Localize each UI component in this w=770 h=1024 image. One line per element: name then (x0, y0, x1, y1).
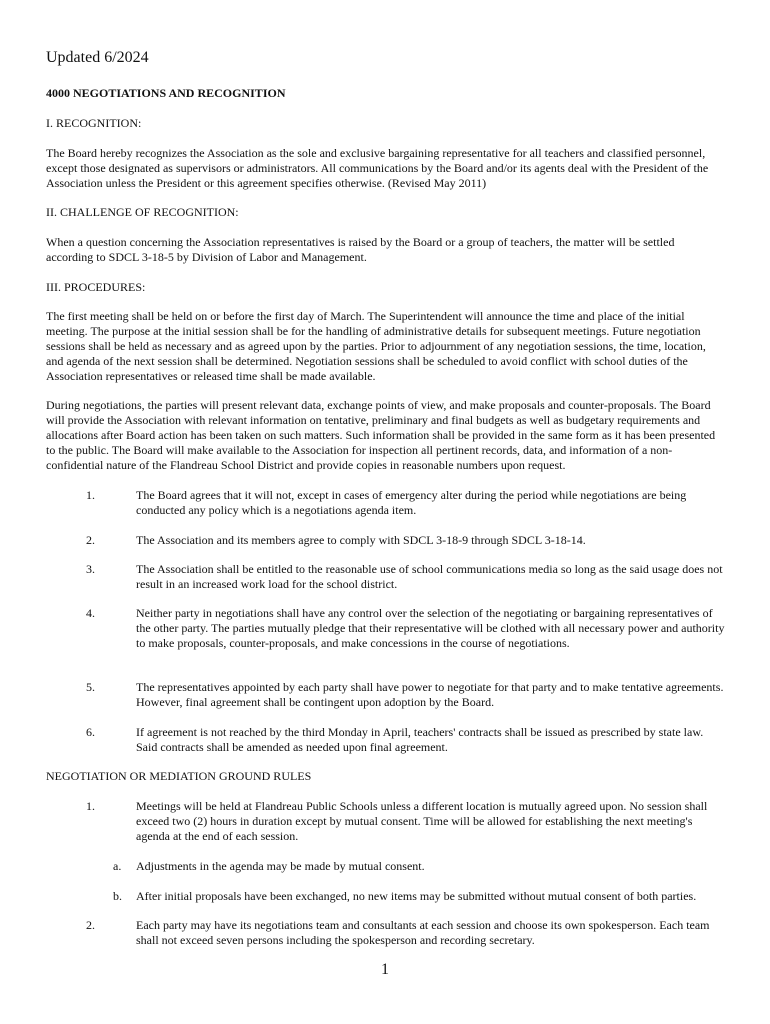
procedures-paragraph-2: During negotiations, the parties will present relevant data, exchange points of view, and make proposals and counter-proposals. The Board will provide the Association with relevant information on tentative, preliminary and final budgets as well as budgetary requirements and allocations after Board action has been taken on such matters. Such information shall be provided in the same form as it has been presented to the public. The Board will make available to the Association for inspection all pertinent records, data, and information of a non-confidential nature of the Flandreau School District and provide copies in reasonable numbers upon request. (46, 398, 716, 472)
list-item-text: The Association and its members agree to comply with SDCL 3-18-9 through SDCL 3-18-14. (136, 533, 586, 547)
list-item-number: 2. (86, 918, 95, 932)
section-heading-ground-rules: NEGOTIATION OR MEDIATION GROUND RULES (46, 769, 312, 783)
list-item-text: Neither party in negotiations shall have any control over the selection of the negotiating or bargaining representatives of the other party. The parties mutually pledge that their representative will be clothed with all necessary power and authority to make proposals, counter-proposals, and make concessions in the course of negotiations. (136, 606, 725, 650)
list-item-text: Each party may have its negotiations team and consultants at each session and choose its own spokesperson. Each team shall not exceed seven persons including the spokesperson and recording secretary. (136, 918, 710, 947)
list-item-number: 6. (86, 725, 95, 739)
page-number: 1 (381, 961, 389, 978)
list-item-number: 4. (86, 606, 95, 620)
list-item-text: The Board agrees that it will not, except in cases of emergency alter during the period while negotiations are being conducted any policy which is a negotiations agenda item. (136, 488, 687, 517)
recognition-paragraph: The Board hereby recognizes the Association as the sole and exclusive bargaining representative for all teachers and classified personnel, except those designated as supervisors or administrators. All communications by the Board and/or its agents deal with the President of the Association unless the President or this agreement specifies otherwise. (Revised May 2011) (46, 146, 709, 190)
procedures-paragraph-1: The first meeting shall be held on or before the first day of March. The Superintendent will announce the time and place of the initial meeting. The purpose at the initial session shall be for the handling of administrative details for subsequent meetings. Future negotiation sessions shall be held as necessary and as agreed upon by the parties. Prior to adjournment of any negotiation sessions, the time, location, and agenda of the next session shall be determined. Negotiation sessions shall be scheduled to avoid conflict with school duties of the Association representatives or released time shall be made available. (46, 309, 706, 383)
section-heading-procedures: III. PROCEDURES: (46, 280, 146, 294)
updated-date: Updated 6/2024 (46, 49, 149, 66)
list-item-text: Adjustments in the agenda may be made by mutual consent. (136, 859, 425, 873)
list-item-text: After initial proposals have been exchanged, no new items may be submitted without mutual consent of both parties. (136, 889, 697, 903)
challenge-paragraph: When a question concerning the Association representatives is raised by the Board or a group of teachers, the matter will be settled according to SDCL 3-18-5 by Division of Labor and Management. (46, 235, 675, 264)
section-heading-challenge: II. CHALLENGE OF RECOGNITION: (46, 205, 239, 219)
list-item-letter: b. (113, 889, 122, 903)
list-item-number: 1. (86, 799, 95, 813)
list-item-text: The Association shall be entitled to the reasonable use of school communications media so long as the said usage does not result in an increased work load for the school district. (136, 562, 723, 591)
list-item-number: 3. (86, 562, 95, 576)
section-heading-recognition: I. RECOGNITION: (46, 116, 142, 130)
list-item-text: Meetings will be held at Flandreau Public Schools unless a different location is mutually agreed upon. No session shall exceed two (2) hours in duration except by mutual consent. Time will be allowed for establishing the next meeting's agenda at the end of each session. (136, 799, 708, 843)
list-item-letter: a. (113, 859, 122, 873)
list-item-number: 2. (86, 533, 95, 547)
page-title: 4000 NEGOTIATIONS AND RECOGNITION (46, 86, 286, 100)
list-item-text: The representatives appointed by each party shall have power to negotiate for that party and to make tentative agreements. However, final agreement shall be contingent upon adoption by the Board. (136, 680, 724, 709)
list-item-text: If agreement is not reached by the third Monday in April, teachers' contracts shall be issued as prescribed by state law. Said contracts shall be amended as needed upon final agreement. (136, 725, 704, 754)
list-item-number: 5. (86, 680, 95, 694)
list-item-number: 1. (86, 488, 95, 502)
